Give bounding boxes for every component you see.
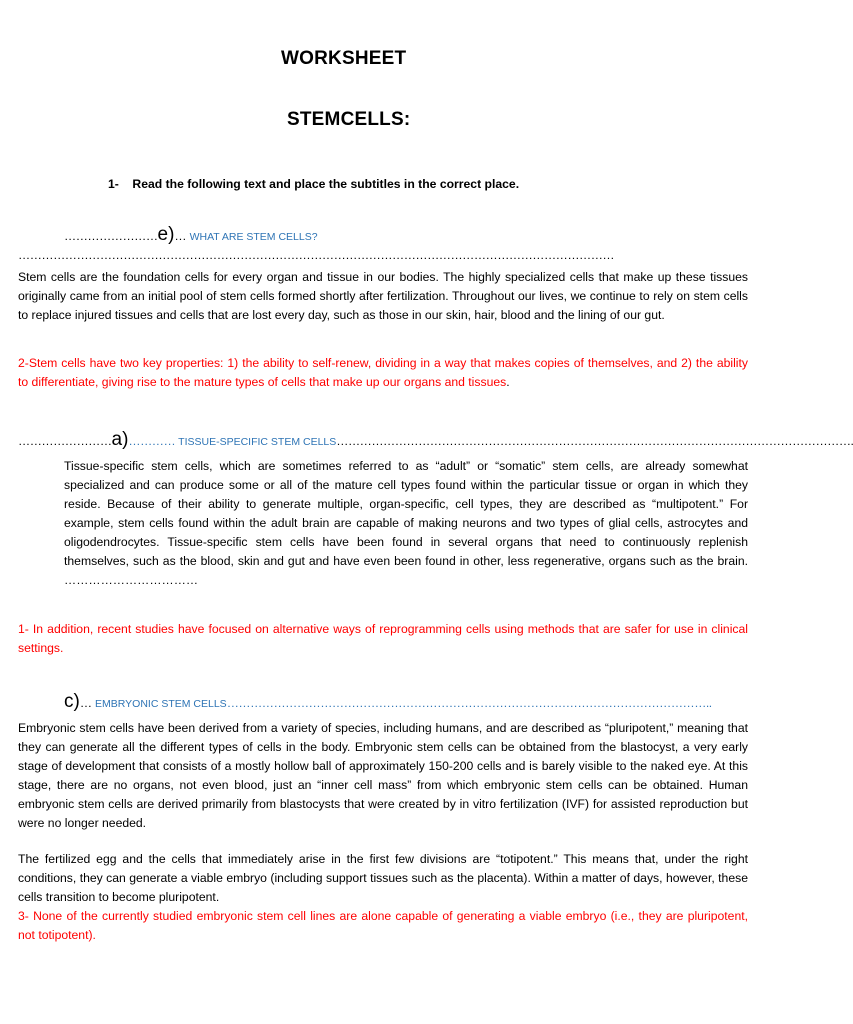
instruction-number: 1- bbox=[108, 177, 119, 191]
section-c-paragraph-2: The fertilized egg and the cells that immediately arise in the first few divisions are “totipotent.” This means that, under the right conditions, they can generate a viable embryo (including support tissues such as the placenta). Within a matter of days, however, these cells transition to become pluripotent. bbox=[18, 852, 748, 904]
section-c-heading: EMBRYONIC STEM CELLS bbox=[95, 698, 227, 710]
section-a-letter: a) bbox=[111, 429, 129, 450]
section-a-prefix-dots: …………………… bbox=[18, 434, 112, 448]
section-a-paragraph: Tissue-specific stem cells, which are sometimes referred to as “adult” or “somatic” stem cells, are already somewhat specialized and can produce some or all of the mature cell types found within the particular tissue or organ in which they reside. Because of their ability to generate multiple, organ-specific, cell types, they are described as “multipotent.” For example, stem cells found within the adult brain are capable of making neurons and two types of glial cells, astrocytes and oligodendrocytes. Tissue-specific stem cells have been found in several organs that need to continuously replenish themselves, such as the blood, skin and gut and have even been found in other, less regenerative, organs such as the brain. …………………………… bbox=[64, 459, 748, 587]
section-e-paragraph: Stem cells are the foundation cells for every organ and tissue in our bodies. The highly specialized cells that make up these tissues originally came from an initial pool of stem cells formed shortly after fertilization. Throughout our lives, we continue to rely on stem cells to replace injured tissues and cells that are lost every day, such as those in our skin, hair, blood and the lining of our gut. bbox=[18, 270, 748, 322]
section-e-red-text: 2-Stem cells have two key properties: 1) the ability to self-renew, dividing in a way that makes copies of themselves, and 2) the ability to differentiate, giving rise to the mature types of cells that make up our organs and tissues bbox=[18, 356, 748, 389]
page-subtitle: STEMCELLS: bbox=[287, 109, 411, 130]
section-a-heading-line bbox=[18, 429, 853, 451]
section-c-mid-dots: … bbox=[79, 696, 93, 710]
section-c-red-paragraph: 3- None of the currently studied embryonic stem cell lines are alone capable of generating a viable embryo (i.e., they are pluripotent, not totipotent). bbox=[18, 909, 748, 942]
section-a-trail-dots: ……………………………………………………………………………………………………………………. bbox=[336, 434, 853, 448]
section-e-red-end: . bbox=[506, 375, 510, 389]
section-e-mid-dots: … bbox=[174, 229, 187, 243]
section-e-heading-line bbox=[64, 224, 318, 246]
section-e-letter: e) bbox=[157, 224, 175, 245]
section-e-heading: WHAT ARE STEM CELLS? bbox=[189, 231, 318, 243]
section-e-prefix-dots: …………………… bbox=[64, 229, 158, 243]
section-c-paragraph-1: Embryonic stem cells have been derived from a variety of species, including humans, and are described as “pluripotent,” meaning that they can generate all the different types of cells in the body. Embryonic stem cells can be obtained from the blastocyst, a very early stage of development that consists of a mostly hollow ball of approximately 150-200 cells and is barely visible to the naked eye. At this stage, there are no organs, not even blood, just an “inner cell mass” from which embryonic stem cells can be obtained. Human embryonic stem cells are derived primarily from blastocysts that were created by in vitro fertilization (IVF) for assisted reproduction but were no longer needed. bbox=[18, 721, 748, 830]
instruction-text: Read the following text and place the subtitles in the correct place. bbox=[132, 177, 520, 191]
section-a-heading: TISSUE-SPECIFIC STEM CELLS bbox=[178, 436, 337, 448]
section-e-blank-line: ……………………………………………………………………………………………………………………………………… bbox=[18, 248, 615, 262]
section-a-mid-dots: ………… bbox=[128, 434, 176, 448]
instruction bbox=[108, 177, 519, 191]
section-e-red-paragraph bbox=[18, 354, 748, 392]
page-title: WORKSHEET bbox=[281, 48, 407, 69]
section-c-heading-line bbox=[64, 691, 712, 713]
section-c-trail-dots: …………………………………………………………………………………………………………….. bbox=[226, 696, 712, 710]
section-c-letter: c) bbox=[64, 691, 80, 712]
section-a-red-paragraph: 1- In addition, recent studies have focused on alternative ways of reprogramming cells using methods that are safer for use in clinical settings. bbox=[18, 622, 748, 655]
